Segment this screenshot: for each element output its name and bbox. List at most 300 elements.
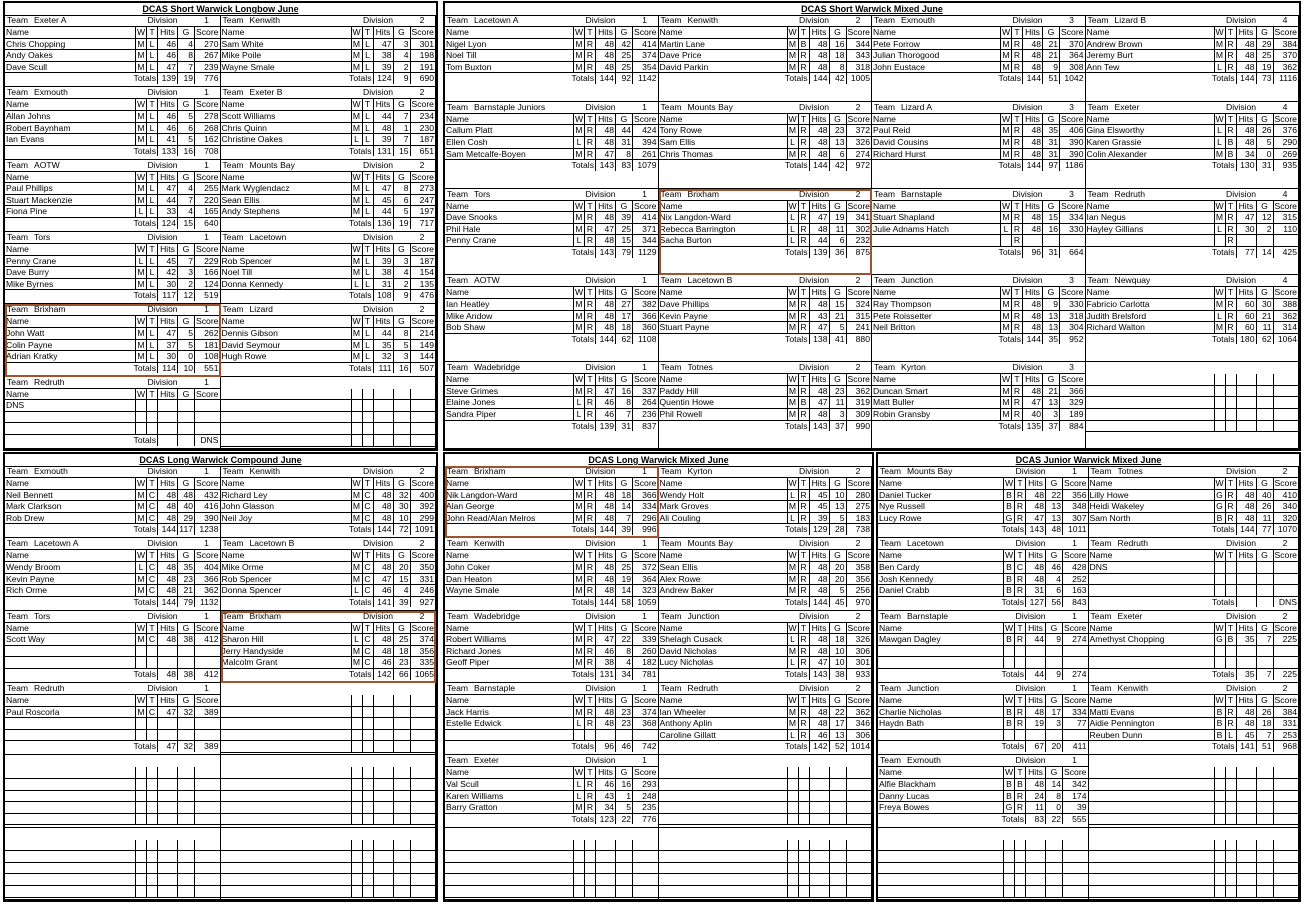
total-score: 1129 (633, 246, 658, 257)
player-row (659, 501, 872, 513)
team-label: Team (447, 683, 469, 693)
golds: 35 (1043, 125, 1060, 137)
col-header-t: T (1012, 374, 1023, 385)
score: 326 (846, 634, 871, 646)
bow-type: R (1012, 50, 1023, 62)
golds: 4 (393, 50, 410, 62)
golds: 12 (1256, 212, 1273, 224)
bow-type: R (585, 561, 596, 573)
gender: M (575, 385, 583, 396)
score (1273, 657, 1298, 669)
panel-title: DCAS Junior Warwick Mixed June (878, 454, 1299, 467)
hits: 48 (1023, 385, 1043, 397)
hits: 48 (809, 718, 829, 730)
totals-row (1086, 73, 1299, 84)
hits: 48 (809, 561, 829, 573)
hits: 45 (809, 489, 829, 501)
col-header-w: W (1215, 622, 1224, 633)
gender: B (1004, 790, 1015, 802)
golds: 9 (1043, 298, 1060, 310)
division-label: Division (363, 466, 394, 476)
team-card (659, 189, 873, 276)
total-hits: 67 (1026, 741, 1046, 752)
gender: M (352, 512, 361, 523)
team-header (659, 466, 872, 478)
team-card (445, 466, 659, 538)
totals-row (659, 596, 872, 607)
col-header-w: W (575, 27, 584, 37)
score-table (445, 27, 658, 84)
hits: 47 (1023, 397, 1043, 409)
player-row (1086, 212, 1299, 224)
golds: 18 (829, 634, 846, 646)
gender: B (1004, 778, 1015, 790)
golds: 10 (829, 645, 846, 657)
player-row (659, 573, 872, 585)
panel-grid (5, 15, 436, 449)
score: 366 (195, 573, 220, 585)
golds: 5 (178, 110, 195, 122)
player-row (445, 489, 658, 501)
team-card (1089, 611, 1300, 683)
hits: 47 (809, 397, 829, 409)
col-header-t: T (1015, 550, 1026, 561)
team-name: Lacetown B (687, 275, 733, 286)
col-header-hits: Hits (809, 550, 829, 561)
col-header-g: G (829, 695, 846, 706)
gender: L (1001, 223, 1012, 235)
total-golds: 15 (393, 145, 410, 156)
player-name: Christine Oakes (221, 134, 352, 146)
total-hits: 96 (596, 741, 616, 752)
col-header-g: G (829, 550, 846, 561)
golds (178, 729, 195, 741)
player-row (5, 110, 220, 122)
total-hits: 144 (1023, 333, 1043, 344)
col-header-g: G (393, 623, 410, 634)
golds (616, 729, 633, 741)
bow-type: R (798, 125, 809, 137)
hits: 48 (596, 125, 616, 137)
total-score: 717 (410, 218, 435, 229)
totals-row (445, 333, 658, 344)
totals-label: Totals (998, 73, 1021, 84)
player-name: Noel Till (221, 267, 352, 279)
player-name: Paul Roscorla (5, 706, 136, 718)
division-number: 2 (419, 159, 425, 170)
division-number: 3 (1069, 275, 1074, 286)
player-name (872, 235, 1001, 247)
totals-label: Totals (1001, 813, 1024, 824)
bow-type: R (1015, 501, 1026, 513)
gender (136, 400, 147, 412)
golds (1046, 657, 1063, 669)
player-name: Dave Scull (5, 61, 136, 73)
col-header-t: T (798, 374, 809, 385)
division-number: 4 (1282, 101, 1288, 112)
col-header-g: G (178, 172, 195, 183)
col-header-score: Score (1274, 478, 1297, 488)
col-header-name: Name (659, 374, 788, 385)
bow-type: C (362, 657, 373, 669)
total-hits: 108 (373, 290, 393, 301)
player-name (5, 729, 136, 741)
bow-type: R (798, 573, 809, 585)
division-number: 2 (855, 538, 861, 549)
team-card (659, 466, 873, 538)
total-score: 389 (195, 741, 220, 752)
golds: 30 (1256, 298, 1273, 310)
player-name: Shelagh Cusack (659, 634, 788, 646)
golds: 13 (1043, 310, 1060, 322)
gender: M (788, 322, 797, 333)
player-name (445, 729, 574, 741)
score (1273, 573, 1298, 585)
team-label: Team (880, 538, 902, 549)
team-label: Team (1090, 610, 1112, 621)
golds: 19 (1256, 61, 1273, 73)
division-number: 2 (855, 275, 861, 286)
golds: 0 (1256, 148, 1273, 160)
bow-type: L (147, 61, 158, 73)
golds: 13 (829, 729, 846, 741)
col-header-name: Name (659, 114, 788, 125)
totals-row (1086, 333, 1299, 344)
golds: 21 (1043, 50, 1060, 62)
col-header-w: W (575, 200, 584, 211)
team-header (221, 304, 436, 316)
col-header-score: Score (847, 478, 870, 488)
golds: 40 (1256, 489, 1273, 501)
division-label: Division (1226, 538, 1257, 549)
bow-type: R (798, 634, 809, 646)
bow-type (1015, 657, 1026, 669)
player-name: Andy Oakes (5, 50, 136, 62)
col-header-score: Score (196, 478, 219, 488)
golds (178, 645, 195, 657)
col-header-t: T (1015, 695, 1026, 706)
score (633, 729, 658, 741)
score: 253 (1273, 729, 1298, 741)
total-score: 1079 (633, 160, 658, 171)
hits: 48 (809, 408, 829, 420)
team-name: Kyrton (687, 466, 713, 476)
hits: 48 (596, 501, 616, 513)
score: 335 (410, 657, 435, 669)
total-golds: 77 (1256, 524, 1273, 535)
totals-row (445, 160, 658, 171)
golds: 21 (1256, 310, 1273, 322)
col-header-t: T (1012, 201, 1023, 212)
team-label: Team (874, 362, 896, 373)
score-table (1086, 114, 1299, 171)
player-name: Mike Andow (445, 310, 574, 322)
col-header-w: W (575, 695, 584, 705)
team-header (659, 275, 872, 287)
team-name: Kenwith (249, 15, 281, 25)
total-score: 274 (1063, 669, 1088, 680)
player-row (221, 194, 436, 206)
player-row (5, 718, 220, 730)
total-score: 225 (1273, 669, 1298, 680)
score-table (878, 478, 1088, 535)
player-row (659, 718, 872, 730)
gender: M (1002, 148, 1010, 159)
bow-type: R (585, 645, 596, 657)
player-row (1089, 645, 1299, 657)
col-header-hits: Hits (1236, 27, 1256, 38)
team-name: Barnstaple (901, 188, 943, 199)
col-header-hits: Hits (158, 623, 178, 634)
score-table (872, 374, 1085, 431)
player-name: Phil Rowell (659, 408, 788, 420)
col-header-g: G (178, 316, 195, 327)
player-name: Kevin Payne (659, 310, 788, 322)
col-header-g: G (616, 623, 633, 634)
score-table (872, 287, 1085, 344)
golds: 8 (616, 148, 633, 160)
hits: 48 (596, 706, 616, 718)
score: 239 (195, 61, 220, 73)
total-hits: 143 (809, 420, 829, 431)
bow-type: C (147, 561, 158, 573)
bow-type: R (585, 310, 596, 322)
col-header-g: G (1043, 374, 1060, 385)
gender (136, 718, 147, 730)
score: 323 (633, 585, 658, 597)
bow-type (147, 411, 158, 423)
hits: 47 (596, 634, 616, 646)
col-header-t: T (798, 695, 809, 706)
score-table (5, 99, 220, 156)
golds: 5 (1256, 136, 1273, 148)
division-label: Division (1012, 101, 1043, 112)
golds: 15 (393, 573, 410, 585)
team-header (1086, 15, 1299, 27)
player-row (221, 50, 436, 62)
division-number: 2 (855, 466, 861, 476)
score: 314 (1273, 322, 1298, 334)
hits: 39 (373, 255, 393, 267)
hits: 48 (809, 385, 829, 397)
total-golds: 31 (616, 420, 633, 431)
bow-type: L (362, 50, 373, 62)
score: 424 (633, 125, 658, 137)
col-header-name: Name (1089, 550, 1215, 561)
gender: M (788, 397, 797, 408)
hits: 31 (373, 278, 393, 290)
gender: M (137, 61, 145, 72)
totals-label: Totals (349, 73, 372, 84)
golds: 17 (829, 718, 846, 730)
team-label: Team (222, 304, 244, 315)
col-header-g: G (616, 114, 633, 125)
score: 262 (195, 327, 220, 339)
hits: 48 (1023, 136, 1043, 148)
col-header-score: Score (847, 550, 870, 561)
division-label: Division (585, 101, 616, 112)
team-name: Kenwith (687, 15, 719, 25)
player-name: Paul Phillips (5, 183, 136, 195)
total-golds: 83 (616, 160, 633, 171)
gender: L (351, 585, 362, 597)
total-golds: 41 (829, 333, 846, 344)
score: 260 (633, 645, 658, 657)
player-row (5, 278, 220, 290)
gender: B (1004, 706, 1015, 718)
hits (1236, 573, 1256, 585)
gender: L (351, 278, 362, 290)
player-name: Anthony Aplin (659, 718, 788, 730)
col-header-t: T (147, 389, 158, 400)
total-hits: 135 (1023, 420, 1043, 431)
hits: 31 (1026, 585, 1046, 597)
gender: M (575, 573, 583, 584)
player-name: John Glasson (221, 501, 352, 513)
totals-label: Totals (1001, 741, 1024, 752)
player-row (878, 585, 1088, 597)
gender: M (575, 223, 583, 234)
total-score: 968 (1273, 741, 1298, 752)
col-header-name: Name (878, 767, 1004, 778)
col-header-name: Name (872, 287, 1001, 298)
player-name: Matt Buller (872, 397, 1001, 409)
player-row (1086, 148, 1299, 160)
totals-label: Totals (998, 333, 1021, 344)
division-label: Division (585, 466, 616, 476)
team-label: Team (7, 376, 29, 387)
totals-label: Totals (785, 246, 808, 257)
golds: 13 (829, 501, 846, 513)
player-name: Jerry Handyside (221, 645, 352, 657)
bow-type: R (585, 50, 596, 62)
blank-grid (659, 840, 872, 898)
team-label: Team (222, 610, 244, 621)
division-label: Division (799, 275, 830, 286)
hits: 44 (373, 206, 393, 218)
bow-type: R (1015, 489, 1026, 501)
bow-type: R (1012, 310, 1023, 322)
team-header (5, 304, 220, 316)
player-name: Sean Ellis (221, 194, 352, 206)
golds: 25 (616, 561, 633, 573)
team-name: Tors (34, 232, 51, 242)
col-header-score: Score (196, 550, 219, 561)
total-golds: 42 (829, 73, 846, 84)
totals-row (1089, 669, 1299, 680)
score: 154 (410, 267, 435, 279)
col-header-g: G (616, 287, 633, 298)
col-header-score: Score (1064, 478, 1087, 488)
golds (1046, 645, 1063, 657)
score: 366 (633, 310, 658, 322)
totals-label: Totals (349, 218, 372, 229)
totals-row (221, 362, 436, 373)
totals-row (221, 145, 436, 156)
col-header-score: Score (1274, 695, 1297, 705)
col-header-hits: Hits (1236, 623, 1256, 634)
total-golds: 97 (1043, 160, 1060, 171)
bow-type: R (1015, 802, 1026, 814)
bow-type (147, 657, 158, 669)
hits: 46 (158, 38, 178, 50)
player-name: Richard Walton (1086, 322, 1215, 334)
panel-title: DCAS Long Warwick Mixed June (445, 454, 872, 467)
totals-row (872, 73, 1085, 84)
hits: 45 (809, 501, 829, 513)
player-row (221, 134, 436, 146)
golds: 4 (178, 38, 195, 50)
player-name: Mawgan Dagley (878, 634, 1004, 646)
gender: M (352, 489, 361, 500)
team-name: Junction (901, 275, 934, 286)
col-header-score: Score (847, 27, 870, 37)
player-name (1089, 657, 1215, 669)
score: 198 (410, 50, 435, 62)
golds: 11 (829, 223, 846, 235)
gender: L (1214, 61, 1225, 73)
golds: 16 (616, 778, 633, 790)
hits: 48 (1026, 489, 1046, 501)
col-header-g: G (829, 201, 846, 212)
division-number: 1 (204, 376, 209, 387)
golds: 23 (393, 657, 410, 669)
panel-grid (445, 15, 1299, 449)
bow-type: R (1225, 310, 1236, 322)
bow-type: C (362, 585, 373, 597)
hits (158, 400, 178, 412)
totals-row (445, 741, 658, 752)
bow-type: L (147, 110, 158, 122)
team-header (1089, 683, 1299, 695)
score: 400 (410, 489, 435, 501)
team-label: Team (447, 538, 469, 549)
player-name: Fiona Pine (5, 206, 136, 218)
score: 315 (846, 310, 871, 322)
col-header-w: W (1002, 113, 1011, 124)
total-score: 1238 (195, 524, 220, 535)
player-name: Allan Johns (5, 110, 136, 122)
col-header-name: Name (445, 767, 574, 778)
team-card (221, 304, 437, 376)
golds: 4 (616, 657, 633, 669)
hits: 48 (1236, 136, 1256, 148)
player-name: Penny Crane (445, 235, 574, 247)
score: 301 (846, 657, 871, 669)
gender: B (1214, 706, 1225, 718)
col-header-score: Score (1061, 27, 1084, 37)
gender: M (137, 194, 145, 205)
col-header-name: Name (5, 244, 136, 255)
team-name: Kenwith (249, 466, 281, 476)
col-header-g: G (1046, 695, 1063, 706)
team-name: Mounts Bay (249, 159, 295, 170)
total-hits: 138 (809, 333, 829, 344)
division-number: 1 (642, 755, 647, 766)
player-row (659, 385, 872, 397)
team-label: Team (1090, 538, 1112, 549)
total-hits: 124 (158, 218, 178, 229)
bow-type: L (147, 122, 158, 134)
team-card (872, 15, 1086, 102)
hits: 45 (373, 194, 393, 206)
totals-row (659, 669, 872, 680)
score: 362 (1273, 61, 1298, 73)
golds: 6 (393, 194, 410, 206)
totals-row (5, 73, 220, 84)
col-header-hits: Hits (1023, 374, 1043, 385)
score: 388 (1273, 298, 1298, 310)
